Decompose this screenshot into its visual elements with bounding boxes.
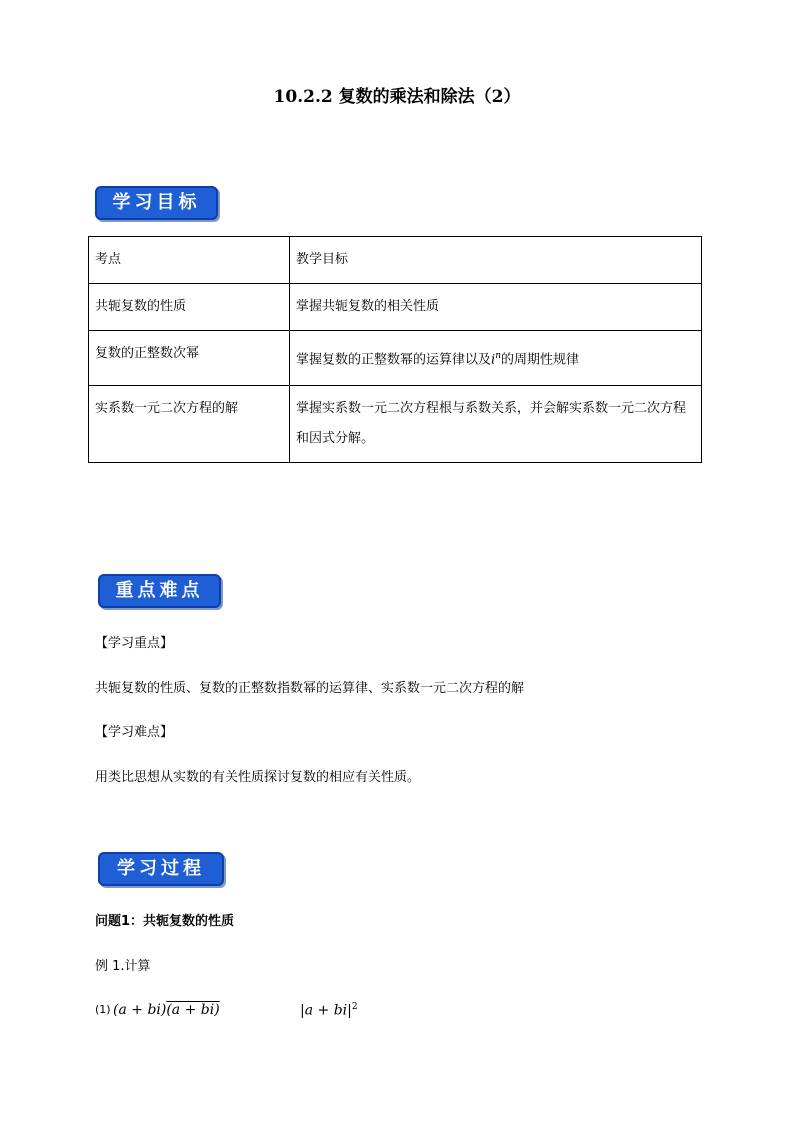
math-exponent: n (495, 350, 501, 361)
item-number: (1) (95, 1003, 111, 1016)
table-row (89, 284, 702, 331)
expression-product (113, 1002, 220, 1018)
table-cell-goal: 掌握实系数一元二次方程根与系数关系，并会解实系数一元二次方程和因式分解。 (290, 386, 702, 463)
expr-modulus-inner: a + bi (304, 1002, 348, 1019)
table-header-goal: 教学目标 (290, 237, 702, 284)
expr-conjugate: (a + bi) (166, 1002, 220, 1018)
focus-label: 【学习重点】 (95, 636, 174, 651)
objectives-table (88, 236, 702, 463)
goal-text-pre: 掌握复数的正整数幂的运算律以及 (296, 352, 492, 368)
table-row (89, 331, 702, 386)
table-header-row (89, 237, 702, 284)
table-cell-goal (290, 331, 702, 386)
table-cell-topic: 实系数一元二次方程的解 (89, 386, 290, 463)
difficulty-text: 用类比思想从实数的有关性质探讨复数的相应有关性质。 (95, 770, 421, 785)
expr-exponent: 2 (351, 1002, 358, 1012)
section-badge-process: 学习过程 (98, 852, 224, 886)
example-label: 例 1.计算 (95, 959, 151, 974)
question-heading: 问题1：共轭复数的性质 (95, 914, 235, 929)
table-cell-topic: 复数的正整数次幂 (89, 331, 290, 386)
expr-term: (a + bi) (113, 1002, 167, 1018)
section-badge-goals: 学习目标 (95, 186, 218, 220)
math-i: i (491, 352, 496, 368)
section-badge-key: 重点难点 (98, 574, 221, 608)
goal-text-post: 的周期性规律 (500, 352, 579, 368)
table-cell-goal: 掌握共轭复数的相关性质 (290, 284, 702, 331)
table-header-topic: 考点 (89, 237, 290, 284)
table-row (89, 386, 702, 463)
expression-modulus: $|a + bi|^2$ (300, 1002, 358, 1019)
table-cell-topic: 共轭复数的性质 (89, 284, 290, 331)
page-title: 10.2.2 复数的乘法和除法（2） (273, 87, 521, 107)
difficulty-label: 【学习难点】 (95, 725, 174, 740)
focus-text: 共轭复数的性质、复数的正整数指数幂的运算律、实系数一元二次方程的解 (95, 681, 525, 696)
